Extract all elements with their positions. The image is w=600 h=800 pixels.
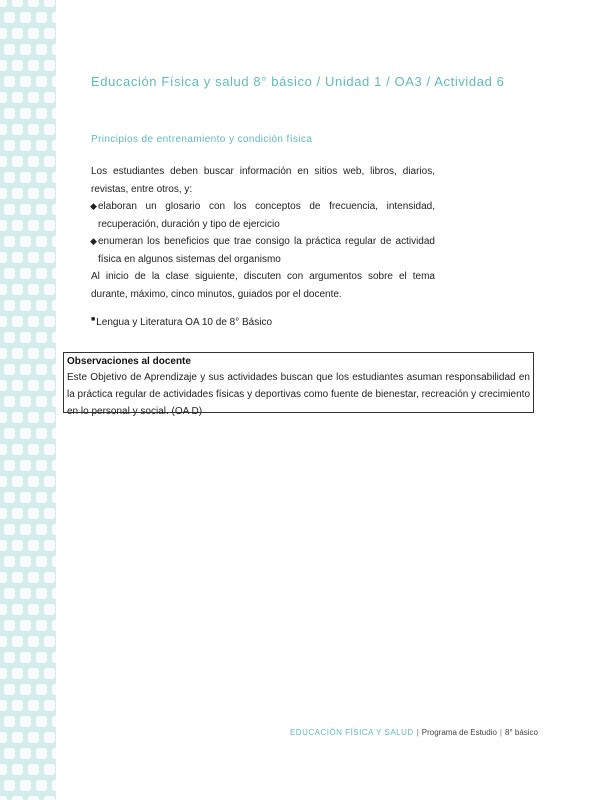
pattern-tile — [0, 700, 7, 711]
footer-separator: | — [499, 728, 502, 737]
pattern-tile — [52, 620, 56, 631]
pattern-tile — [20, 396, 31, 407]
intro-paragraph: Los estudiantes deben buscar información en sitios web, libros, diarios, revistas, entre otros, y: — [91, 166, 435, 195]
pattern-tile — [12, 444, 23, 455]
list-item-text: elaboran un glosario con los conceptos de frecuencia, intensidad, recuperación, duración y tipo de ejercicio — [98, 201, 435, 230]
pattern-tile — [36, 204, 47, 215]
pattern-tile — [4, 780, 15, 791]
pattern-tile — [28, 476, 39, 487]
pattern-tile — [20, 716, 31, 727]
pattern-tile — [4, 44, 15, 55]
pattern-tile — [0, 508, 7, 519]
pattern-tile — [44, 572, 55, 583]
pattern-tile — [44, 60, 55, 71]
pattern-tile — [12, 572, 23, 583]
pattern-tile — [0, 380, 7, 391]
pattern-tile — [0, 412, 7, 423]
pattern-tile — [4, 428, 15, 439]
pattern-tile — [36, 556, 47, 567]
pattern-tile — [36, 236, 47, 247]
pattern-tile — [20, 780, 31, 791]
activity-body — [91, 163, 435, 303]
pattern-tile — [36, 524, 47, 535]
pattern-tile — [36, 300, 47, 311]
page-title: Educación Física y salud 8° básico / Unidad 1 / OA3 / Actividad 6 — [91, 74, 505, 89]
pattern-tile — [28, 316, 39, 327]
pattern-tile — [20, 12, 31, 23]
pattern-tile — [44, 700, 55, 711]
pattern-tile — [28, 636, 39, 647]
pattern-tile — [0, 92, 7, 103]
pattern-tile — [0, 732, 7, 743]
pattern-tile — [28, 0, 39, 7]
pattern-tile — [28, 572, 39, 583]
pattern-tile — [52, 460, 56, 471]
pattern-tile — [44, 0, 55, 7]
pattern-tile — [44, 540, 55, 551]
pattern-tile — [20, 300, 31, 311]
pattern-tile — [28, 380, 39, 391]
pattern-tile — [52, 140, 56, 151]
pattern-tile — [12, 348, 23, 359]
pattern-tile — [44, 252, 55, 263]
pattern-tile — [12, 252, 23, 263]
pattern-tile — [44, 284, 55, 295]
pattern-tile — [36, 684, 47, 695]
pattern-tile — [20, 44, 31, 55]
pattern-tile — [12, 188, 23, 199]
list-item-text: enumeran los beneficios que trae consigo la práctica regular de actividad física en algunos sistemas del organismo — [98, 236, 435, 265]
pattern-tile — [20, 492, 31, 503]
pattern-tile — [4, 460, 15, 471]
pattern-tile — [36, 652, 47, 663]
pattern-tile — [0, 764, 7, 775]
bullet-icon: ◆ — [90, 236, 97, 246]
pattern-tile — [36, 332, 47, 343]
pattern-tile — [44, 476, 55, 487]
pattern-tile — [12, 0, 23, 7]
reference-marker-icon: ■ — [91, 316, 96, 323]
pattern-tile — [44, 604, 55, 615]
pattern-tile — [28, 28, 39, 39]
pattern-tile — [52, 364, 56, 375]
pattern-tile — [20, 524, 31, 535]
pattern-tile — [0, 220, 7, 231]
pattern-tile — [4, 204, 15, 215]
pattern-tile — [0, 156, 7, 167]
decorative-side-pattern — [0, 0, 56, 800]
pattern-tile — [4, 556, 15, 567]
pattern-tile — [0, 316, 7, 327]
pattern-tile — [52, 12, 56, 23]
pattern-tile — [12, 764, 23, 775]
pattern-tile — [36, 460, 47, 471]
pattern-tile — [28, 668, 39, 679]
pattern-tile — [52, 716, 56, 727]
activity-list — [91, 198, 435, 268]
pattern-tile — [36, 716, 47, 727]
section-title: Principios de entrenamiento y condición física — [91, 134, 313, 145]
pattern-tile — [20, 748, 31, 759]
pattern-tile — [12, 476, 23, 487]
pattern-tile — [20, 652, 31, 663]
pattern-tile — [12, 220, 23, 231]
pattern-tile — [20, 684, 31, 695]
pattern-tile — [0, 28, 7, 39]
pattern-tile — [52, 652, 56, 663]
pattern-tile — [28, 284, 39, 295]
pattern-tile — [0, 284, 7, 295]
pattern-tile — [4, 140, 15, 151]
pattern-tile — [4, 364, 15, 375]
pattern-tile — [28, 156, 39, 167]
pattern-tile — [36, 76, 47, 87]
pattern-tile — [44, 764, 55, 775]
pattern-tile — [52, 332, 56, 343]
pattern-tile — [20, 172, 31, 183]
pattern-tile — [20, 364, 31, 375]
pattern-tile — [28, 764, 39, 775]
pattern-tile — [12, 668, 23, 679]
list-item — [91, 233, 435, 268]
pattern-tile — [20, 236, 31, 247]
pattern-tile — [52, 44, 56, 55]
pattern-tile — [0, 540, 7, 551]
pattern-tile — [36, 44, 47, 55]
pattern-tile — [0, 668, 7, 679]
reference-text: Lengua y Literatura OA 10 de 8° Básico — [96, 317, 273, 328]
pattern-tile — [28, 92, 39, 103]
pattern-tile — [52, 172, 56, 183]
pattern-tile — [4, 716, 15, 727]
pattern-tile — [4, 300, 15, 311]
pattern-tile — [12, 316, 23, 327]
pattern-tile — [36, 396, 47, 407]
pattern-tile — [0, 796, 7, 800]
pattern-tile — [4, 12, 15, 23]
pattern-tile — [4, 588, 15, 599]
pattern-tile — [44, 380, 55, 391]
observations-box — [63, 352, 534, 417]
observations-heading: Observaciones al docente — [67, 356, 191, 367]
pattern-tile — [4, 748, 15, 759]
pattern-tile — [4, 236, 15, 247]
pattern-tile — [4, 684, 15, 695]
pattern-tile — [52, 268, 56, 279]
pattern-tile — [0, 124, 7, 135]
pattern-tile — [28, 540, 39, 551]
pattern-tile — [12, 60, 23, 71]
pattern-tile — [44, 348, 55, 359]
pattern-tile — [44, 28, 55, 39]
pattern-tile — [20, 268, 31, 279]
pattern-tile — [44, 732, 55, 743]
pattern-tile — [44, 188, 55, 199]
pattern-tile — [52, 684, 56, 695]
pattern-tile — [44, 444, 55, 455]
pattern-tile — [4, 524, 15, 535]
pattern-tile — [44, 220, 55, 231]
pattern-tile — [44, 412, 55, 423]
pattern-tile — [20, 428, 31, 439]
pattern-tile — [36, 12, 47, 23]
pattern-tile — [12, 124, 23, 135]
pattern-tile — [4, 76, 15, 87]
pattern-tile — [36, 172, 47, 183]
pattern-tile — [20, 460, 31, 471]
pattern-tile — [44, 796, 55, 800]
pattern-tile — [12, 156, 23, 167]
footer-separator: | — [416, 728, 419, 737]
pattern-tile — [12, 732, 23, 743]
pattern-tile — [36, 364, 47, 375]
pattern-tile — [44, 636, 55, 647]
list-item — [91, 198, 435, 233]
pattern-tile — [52, 748, 56, 759]
pattern-tile — [36, 268, 47, 279]
pattern-tile — [28, 796, 39, 800]
pattern-tile — [0, 572, 7, 583]
pattern-tile — [36, 588, 47, 599]
pattern-tile — [28, 444, 39, 455]
pattern-tile — [52, 524, 56, 535]
pattern-tile — [0, 60, 7, 71]
cross-reference — [91, 317, 272, 328]
pattern-tile — [52, 428, 56, 439]
pattern-tile — [28, 700, 39, 711]
pattern-tile — [52, 492, 56, 503]
pattern-tile — [4, 332, 15, 343]
closing-paragraph: Al inicio de la clase siguiente, discuten con argumentos sobre el tema durante, máximo, cinco minutos, guiados por el docente. — [91, 271, 435, 300]
pattern-tile — [28, 124, 39, 135]
pattern-tile — [28, 412, 39, 423]
pattern-tile — [0, 444, 7, 455]
pattern-tile — [20, 140, 31, 151]
pattern-tile — [52, 300, 56, 311]
pattern-tile — [0, 188, 7, 199]
pattern-tile — [4, 652, 15, 663]
pattern-tile — [28, 604, 39, 615]
bullet-icon: ◆ — [90, 201, 97, 211]
pattern-tile — [4, 268, 15, 279]
pattern-tile — [20, 108, 31, 119]
pattern-tile — [36, 108, 47, 119]
pattern-tile — [36, 748, 47, 759]
page-footer — [280, 728, 538, 737]
pattern-tile — [4, 492, 15, 503]
pattern-tile — [0, 348, 7, 359]
pattern-tile — [36, 780, 47, 791]
pattern-tile — [12, 604, 23, 615]
pattern-tile — [44, 508, 55, 519]
pattern-tile — [36, 140, 47, 151]
pattern-tile — [12, 540, 23, 551]
pattern-tile — [4, 172, 15, 183]
pattern-tile — [12, 284, 23, 295]
pattern-tile — [28, 508, 39, 519]
pattern-tile — [12, 796, 23, 800]
footer-program: Programa de Estudio — [421, 728, 497, 737]
pattern-tile — [12, 412, 23, 423]
pattern-tile — [28, 220, 39, 231]
pattern-tile — [28, 252, 39, 263]
pattern-tile — [4, 396, 15, 407]
pattern-tile — [28, 732, 39, 743]
observations-text: Este Objetivo de Aprendizaje y sus actividades buscan que los estudiantes asuman responsabilidad en la práctica regular de actividades físicas y deportivas como fuente de bienestar, recreación y crecimiento en lo personal y social. (OA D) — [67, 372, 531, 417]
pattern-tile — [28, 60, 39, 71]
pattern-tile — [52, 204, 56, 215]
pattern-tile — [52, 108, 56, 119]
pattern-tile — [12, 700, 23, 711]
pattern-tile — [44, 124, 55, 135]
pattern-tile — [28, 188, 39, 199]
pattern-tile — [12, 92, 23, 103]
pattern-tile — [0, 636, 7, 647]
pattern-tile — [52, 588, 56, 599]
footer-grade: 8° básico — [505, 728, 538, 737]
pattern-tile — [12, 636, 23, 647]
footer-brand: EDUCACIÓN FÍSICA Y SALUD — [289, 728, 414, 737]
pattern-tile — [44, 668, 55, 679]
pattern-tile — [12, 28, 23, 39]
pattern-tile — [0, 0, 7, 7]
pattern-tile — [28, 348, 39, 359]
pattern-tile — [52, 76, 56, 87]
pattern-tile — [36, 428, 47, 439]
pattern-tile — [52, 236, 56, 247]
pattern-tile — [4, 620, 15, 631]
pattern-tile — [36, 620, 47, 631]
pattern-tile — [44, 156, 55, 167]
pattern-tile — [12, 508, 23, 519]
pattern-tile — [0, 252, 7, 263]
pattern-tile — [0, 476, 7, 487]
pattern-tile — [52, 396, 56, 407]
pattern-tile — [44, 92, 55, 103]
pattern-tile — [12, 380, 23, 391]
pattern-tile — [20, 332, 31, 343]
pattern-tile — [4, 108, 15, 119]
pattern-tile — [0, 604, 7, 615]
pattern-tile — [52, 556, 56, 567]
pattern-tile — [20, 204, 31, 215]
pattern-tile — [52, 780, 56, 791]
pattern-tile — [44, 316, 55, 327]
pattern-tile — [20, 588, 31, 599]
pattern-tile — [36, 492, 47, 503]
pattern-tile — [20, 76, 31, 87]
pattern-tile — [20, 620, 31, 631]
pattern-tile — [20, 556, 31, 567]
